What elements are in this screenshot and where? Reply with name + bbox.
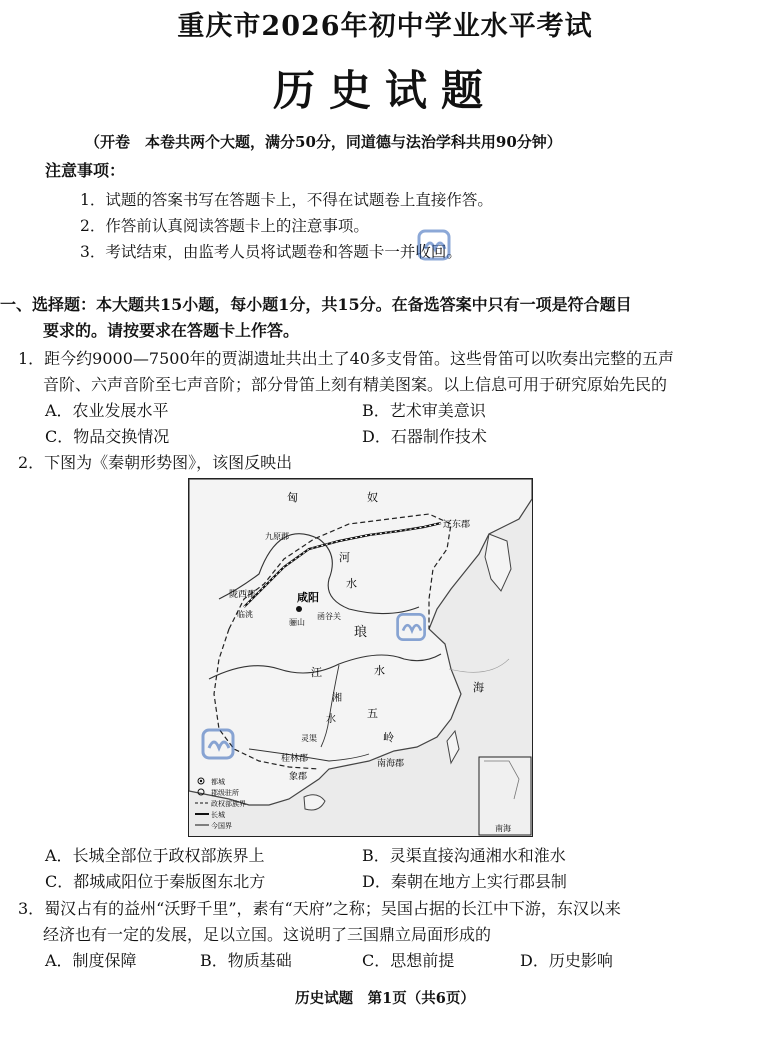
svg-text:郡级驻所: 郡级驻所: [211, 789, 239, 797]
q1-stem-cont: 音阶、六声音阶至七声音阶；部分骨笛上刻有精美图案。以上信息可用于研究原始先民的: [43, 375, 668, 394]
note-item: 3．考试结束，由监考人员将试题卷和答题卡一并收回。: [80, 243, 462, 261]
map-label: 陇西郡: [229, 590, 257, 600]
q3-stem: 3．蜀汉占有的益州“沃野千里”，素有“天府”之称；吴国占据的长江中下游，东汉以来: [18, 899, 621, 918]
exam-title: 重庆市2026年初中学业水平考试: [177, 11, 593, 42]
map-label: 湘: [332, 693, 342, 704]
watermark-logo-icon: [415, 225, 455, 265]
subject-title: 历史试题: [272, 66, 497, 115]
map-label: 灵渠: [301, 734, 317, 743]
map-label: 水: [326, 714, 336, 725]
map-label: 咸阳: [297, 591, 319, 604]
watermark-logo-icon: [199, 724, 239, 764]
map-label: 水: [374, 664, 385, 677]
capital-marker: [296, 606, 302, 612]
map-label: 辽东郡: [443, 520, 471, 530]
q3-option-a[interactable]: A．制度保障: [45, 951, 137, 970]
note-item: 2．作答前认真阅读答题卡上的注意事项。: [80, 217, 369, 235]
section-heading-cont: 要求的。请按要求在答题卡上作答。: [43, 321, 300, 340]
taiwan-island: [447, 731, 459, 763]
svg-text:长城: 长城: [211, 811, 225, 819]
q2-option-d[interactable]: D．秦朝在地方上实行郡县制: [362, 872, 567, 891]
svg-text:今国界: 今国界: [211, 822, 232, 830]
map-label: 奴: [367, 491, 378, 504]
map-label: 九原郡: [265, 532, 289, 541]
page-footer: 历史试题 第1页（共6页）: [295, 990, 475, 1007]
south-sea-inset: [479, 757, 531, 835]
map-label: 河: [339, 551, 350, 564]
q3-option-c[interactable]: C．思想前提: [362, 951, 455, 970]
q2-option-c[interactable]: C．都城咸阳位于秦版图东北方: [45, 872, 266, 891]
svg-text:都城: 都城: [211, 778, 225, 786]
watermark-logo-icon: [394, 609, 430, 645]
map-label: 桂林郡: [281, 754, 309, 764]
map-label: 象郡: [289, 772, 308, 782]
q2-option-b[interactable]: B．灵渠直接沟通湘水和淮水: [362, 846, 566, 865]
note-item: 1．试题的答案书写在答题卡上，不得在试题卷上直接作答。: [80, 191, 493, 209]
exam-info: （开卷 本卷共两个大题，满分50分，同道德与法治学科共用90分钟）: [85, 133, 562, 151]
map-label: 江: [311, 666, 322, 679]
map-label: 琅: [354, 625, 368, 640]
q1-option-b[interactable]: B．艺术审美意识: [362, 401, 486, 420]
map-label: 水: [346, 577, 357, 590]
q3-option-b[interactable]: B．物质基础: [200, 951, 292, 970]
peninsula: [485, 534, 511, 591]
map-label: 匈: [287, 491, 298, 504]
map-label: 临洮: [237, 610, 253, 619]
map-label: 五: [367, 707, 378, 720]
qin-map: [188, 478, 533, 837]
q2-option-a[interactable]: A．长城全部位于政权部族界上: [45, 846, 265, 865]
notes-title: 注意事项：: [45, 161, 126, 180]
q3-option-d[interactable]: D．历史影响: [520, 951, 613, 970]
q3-stem-cont: 经济也有一定的发展，足以立国。这说明了三国鼎立局面形成的: [43, 925, 492, 944]
map-label: 函谷关: [317, 612, 341, 621]
map-label: 南海郡: [377, 759, 405, 769]
q1-option-c[interactable]: C．物品交换情况: [45, 427, 170, 446]
map-label: 骊山: [289, 618, 305, 627]
q1-option-d[interactable]: D．石器制作技术: [362, 427, 487, 446]
section-heading: 一、选择题：本大题共15小题，每小题1分，共15分。在备选答案中只有一项是符合题目: [0, 295, 632, 314]
q1-option-a[interactable]: A．农业发展水平: [45, 401, 169, 420]
svg-text:南海: 南海: [495, 824, 511, 833]
q1-stem: 1．距今约9000—7500年的贾湖遗址共出土了40多支骨笛。这些骨笛可以吹奏出完整的五声: [18, 349, 674, 368]
svg-text:政权部族界: 政权部族界: [211, 800, 246, 808]
hainan-island: [304, 795, 325, 810]
map-label: 海: [473, 681, 484, 694]
map-label: 岭: [383, 731, 394, 744]
q2-stem: 2．下图为《秦朝形势图》，该图反映出: [18, 453, 293, 472]
